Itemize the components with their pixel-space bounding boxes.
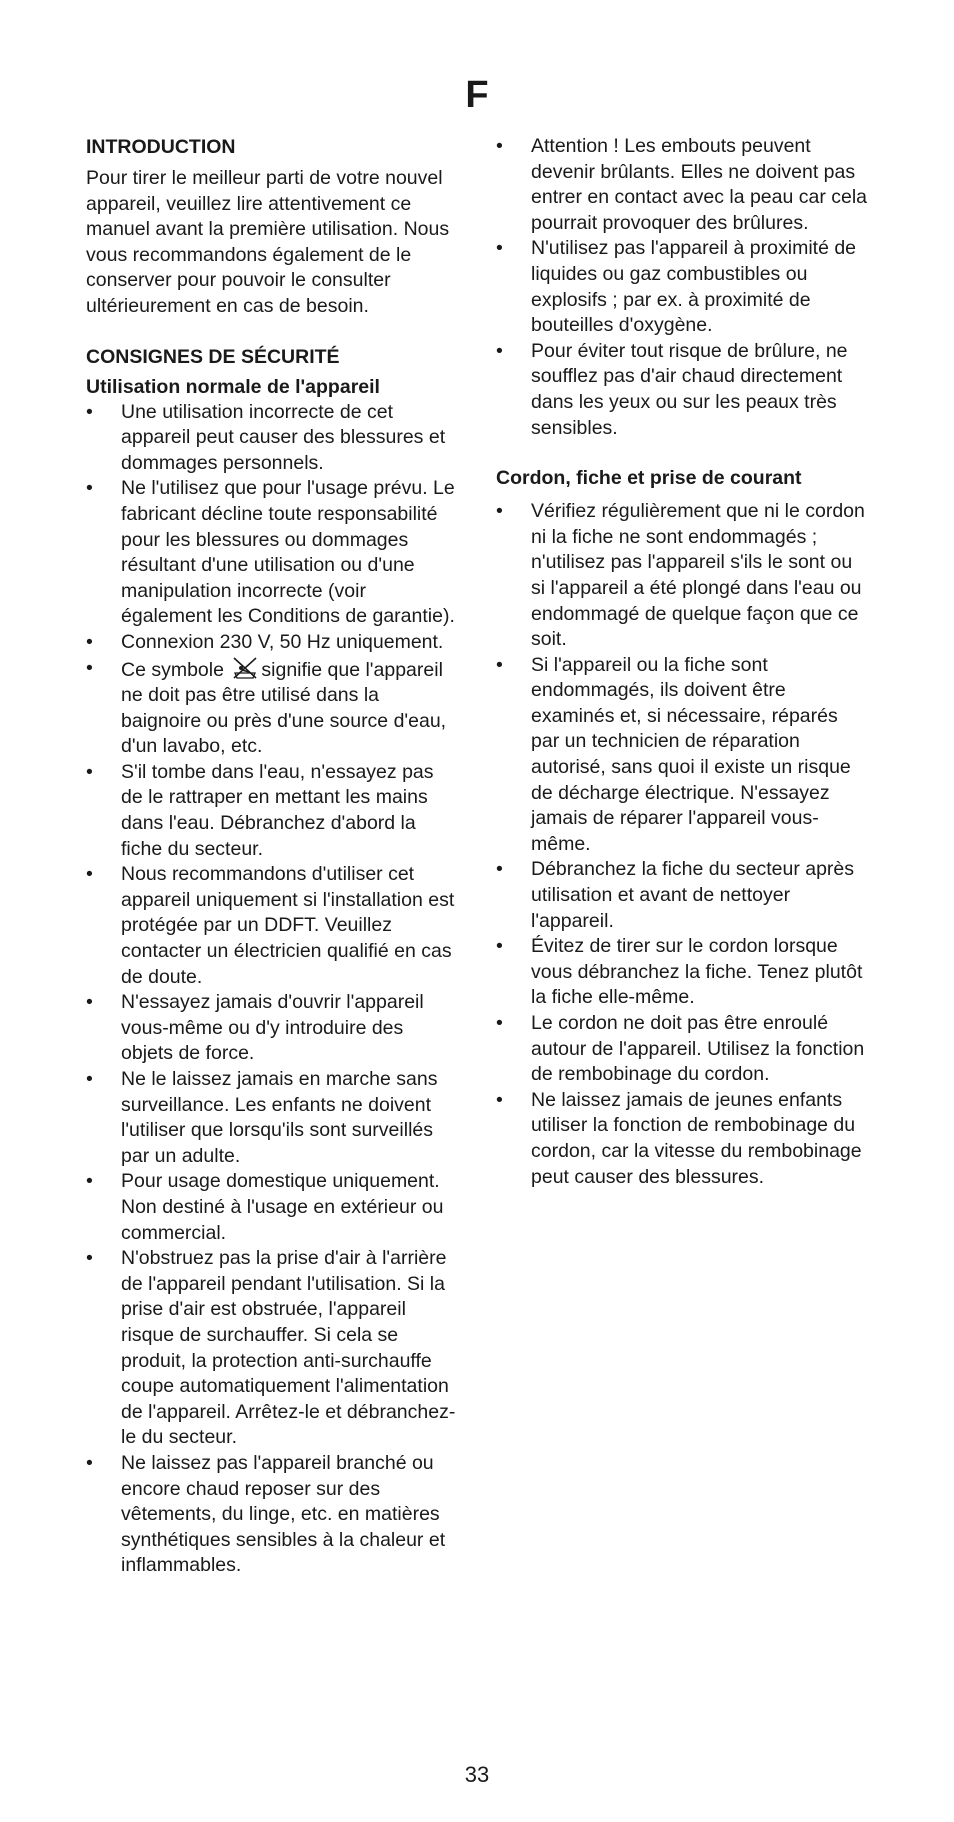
bullet-list xyxy=(496,499,870,1190)
list-item: • Connexion 230 V, 50 Hz uniquement. xyxy=(86,630,444,653)
list-item: • Si l'appareil ou la fiche sont endommagés, ils doivent être examinés et, si nécessaire, réparés par un technicien de réparation autorisé, sans quoi il existe un risque de décharge électrique. N'essayez jamais de réparer l'appareil vous-même. xyxy=(496,653,851,855)
right-column xyxy=(496,134,870,1190)
intro-heading: INTRODUCTION xyxy=(86,136,236,158)
no-bath-symbol-icon xyxy=(231,656,259,682)
list-item: • Ne laissez pas l'appareil branché ou encore chaud reposer sur des vêtements, du linge, etc. en matières synthétiques sensibles à la chaleur et inflammables. xyxy=(86,1451,446,1577)
normal-use-heading: Utilisation normale de l'appareil xyxy=(86,375,380,398)
list-item: • N'obstruez pas la prise d'air à l'arrière de l'appareil pendant l'utilisation. Si la prise d'air est obstruée, l'appareil risque de surchauffer. Si cela se produit, la protection anti-surchauffe coupe automatiquement l'alimentation de l'appareil. Arrêtez-le et débranchez-le du secteur. xyxy=(86,1247,456,1449)
list-item: • Le cordon ne doit pas être enroulé autour de l'appareil. Utilisez la fonction de rembobinage du cordon. xyxy=(496,1012,865,1086)
list-item: • Ne l'utilisez que pour l'usage prévu. Le fabricant décline toute responsabilité pour les blessures ou dommages résultant d'une utilisation ou d'une manipulation incorrecte (voir également les Conditions de garantie). xyxy=(86,477,455,628)
list-item: • Ne laissez jamais de jeunes enfants utiliser la fonction de rembobinage du cordon, car la vitesse du rembobinage peut causer des blessures. xyxy=(496,1088,862,1188)
cord-heading: Cordon, fiche et prise de courant xyxy=(496,467,802,490)
list-item: • Évitez de tirer sur le cordon lorsque vous débranchez la fiche. Tenez plutôt la fiche elle-même. xyxy=(496,935,863,1009)
safety-heading: CONSIGNES DE SÉCURITÉ xyxy=(86,345,340,368)
list-item: • Vérifiez régulièrement que ni le cordon ni la fiche ne sont endommagés ; n'utilisez pas l'appareil s'ils le sont ou si l'appareil a été plongé dans l'eau ou endommagé de quelque façon que ce soit. xyxy=(496,500,865,651)
list-item: • Une utilisation incorrecte de cet appareil peut causer des blessures et dommages personnels. xyxy=(86,400,446,474)
list-item: • Ne le laissez jamais en marche sans surveillance. Les enfants ne doivent l'utiliser que lorsqu'ils sont surveillés par un adulte. xyxy=(86,1068,438,1167)
list-item: • Pour usage domestique uniquement. Non destiné à l'usage en extérieur ou commercial. xyxy=(86,1170,444,1244)
list-item: • S'il tombe dans l'eau, n'essayez pas de le rattraper en mettant les mains dans l'eau. Débranchez d'abord la fiche du secteur. xyxy=(86,760,434,860)
list-item: • Débranchez la fiche du secteur après utilisation et avant de nettoyer l'appareil. xyxy=(496,858,855,932)
list-item: • Attention ! Les embouts peuvent devenir brûlants. Elles ne doivent pas entrer en contact avec la peau car cela pourrait provoquer des brûlures. xyxy=(496,135,868,234)
bullet-list xyxy=(496,134,870,441)
left-column xyxy=(86,134,460,1579)
intro-text: Pour tirer le meilleur parti de votre nouvel appareil, veuillez lire attentivement ce manuel avant la première utilisation. Nous vous recommandons également de le conserver pour pouvoir le consulter ultérieurement en cas de besoin. xyxy=(86,167,450,317)
list-item: • Nous recommandons d'utiliser cet appareil uniquement si l'installation est protégée par un DDFT. Veuillez contacter un électricien qualifié en cas de doute. xyxy=(86,863,455,988)
list-item: • N'essayez jamais d'ouvrir l'appareil vous-même ou d'y introduire des objets de force. xyxy=(86,991,424,1065)
bullet-list xyxy=(86,400,460,1579)
list-item: • Ce symbole signifie que l'appareil ne doit pas être utilisé dans la baignoire ou près d'une source d'eau, d'un lavabo, etc. xyxy=(86,656,447,758)
list-item: • N'utilisez pas l'appareil à proximité de liquides ou gaz combustibles ou explosifs ; par ex. à proximité de bouteilles d'oxygène. xyxy=(496,237,857,337)
language-tab: F xyxy=(465,74,489,116)
page-number: 33 xyxy=(464,1762,490,1787)
list-item: • Pour éviter tout risque de brûlure, ne soufflez pas d'air chaud directement dans les yeux ou sur les peaux très sensibles. xyxy=(496,339,848,439)
